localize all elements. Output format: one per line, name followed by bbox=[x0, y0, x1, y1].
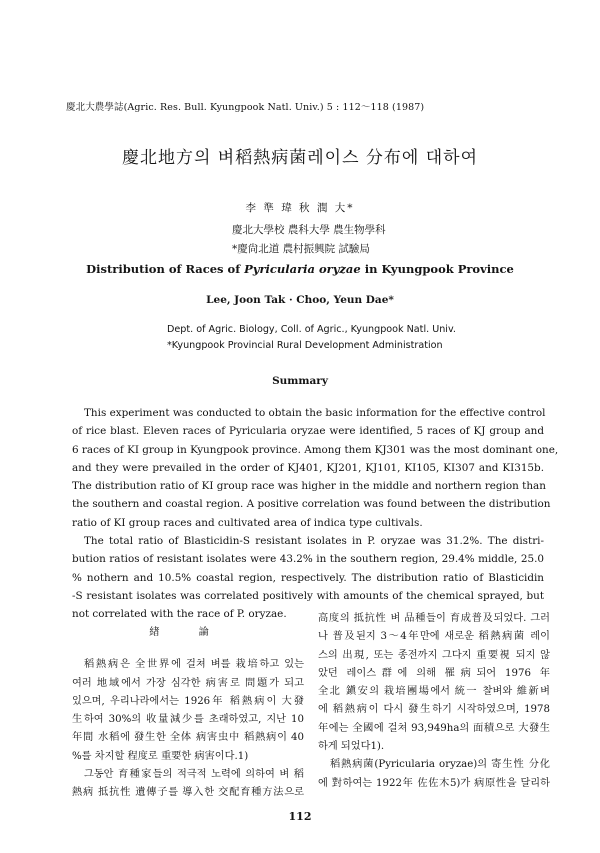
summary-line: -S resistant isolates was correlated positively with amounts of the chemical sprayed, but bbox=[72, 589, 544, 602]
journal-header: 慶北大農學誌(Agric. Res. Bull. Kyungpook Natl. Univ.) 5 : 112～118 (1987) bbox=[66, 102, 425, 113]
summary-line: The total ratio of Blasticidin-S resistant isolates in P. oryzae was 31.2%. The distri- bbox=[84, 535, 544, 548]
intro-line: 았던 레이스群에 의해 罹病되어 1976 年 bbox=[318, 667, 550, 679]
korean-authors: 李 準 瑋 秋 潤 大* bbox=[245, 202, 355, 214]
english-affiliation-1: Dept. of Agric. Biology, Coll. of Agric., Kyungpook Natl. Univ. bbox=[167, 324, 456, 335]
summary-line: of rice blast. Eleven races of Pyricularia oryzae were identified, 5 races of KJ group and bbox=[72, 425, 544, 438]
intro-heading: 緖 論 bbox=[149, 627, 227, 638]
english-title-post: in Kyungpook Province bbox=[360, 262, 514, 276]
english-affiliation-2: *Kyungpook Provincial Rural Development Administration bbox=[167, 340, 443, 351]
korean-affiliations bbox=[232, 221, 386, 259]
intro-right-column bbox=[318, 610, 550, 793]
korean-affiliation-1: 慶北大學校 農科大學 農生物學科 bbox=[232, 224, 386, 236]
summary-heading: Summary bbox=[272, 375, 328, 387]
korean-title: 慶北地方의 벼稻熱病菌레이스 分布에 대하여 bbox=[121, 148, 478, 168]
summary-line: This experiment was conducted to obtain the basic information for the effective control bbox=[84, 407, 546, 419]
english-title bbox=[0, 262, 600, 276]
intro-line: 熱病 抵抗性 遺傳子를 導入한 交配育種方法으로 bbox=[72, 787, 304, 799]
intro-line: 全北 鎭安의 栽培團場에서 統一 찰벼와 維新벼 bbox=[318, 686, 550, 698]
page-number: 112 bbox=[288, 810, 312, 823]
summary-line: the southern and coastal region. A positive correlation was found between the distribution bbox=[72, 498, 551, 511]
intro-line: 여러 地域에서 가장 심각한 病害로 問題가 되고 bbox=[72, 677, 304, 689]
intro-line: 하게 되었다1). bbox=[318, 741, 385, 753]
intro-line: 있으며, 우리나라에서는 1926年 稻熱病이 大發 bbox=[72, 695, 304, 707]
summary-line: 6 races of KI group in Kyungpook province. Among them KJ301 was the most dominant one, bbox=[72, 443, 559, 456]
english-authors: Lee, Joon Tak · Choo, Yeun Dae* bbox=[206, 294, 394, 306]
intro-line: 나 普及된지 3～4年만에 새로운 稻熱病菌 레이 bbox=[318, 631, 550, 643]
intro-line: 에 對하여는 1922年 佐佐木5)가 病原性을 달리하 bbox=[318, 777, 550, 789]
intro-line: 그동안 育種家들의 적극적 노력에 의하여 벼 稻 bbox=[84, 769, 304, 781]
intro-line: 에 稻熱病이 다시 發生하기 시작하였으며, 1978 bbox=[318, 704, 550, 716]
summary-line: The distribution ratio of KI group race was higher in the middle and northern region than bbox=[72, 480, 546, 493]
intro-line: 年에는 全國에 걸쳐 93,949ha의 面積으로 大發生 bbox=[318, 722, 550, 734]
korean-affiliation-2: *慶尙北道 農村振興院 試驗局 bbox=[232, 243, 370, 255]
summary-line: ratio of KI group races and cultivated area of indica type cultivals. bbox=[72, 516, 423, 529]
english-title-species: Pyricularia oryzae bbox=[244, 262, 361, 276]
intro-line: 稻熱病菌(Pyricularia oryzae)의 寄生性 分化 bbox=[330, 759, 550, 771]
intro-line: %를 차지할 程度로 重要한 病害이다.1) bbox=[72, 750, 249, 762]
intro-line: 스의 出現, 또는 종전까지 그다지 重要視 되지 않 bbox=[318, 649, 550, 661]
intro-left-column bbox=[72, 624, 304, 803]
summary-line: not correlated with the race of P. oryzae. bbox=[72, 608, 287, 621]
summary-body bbox=[72, 404, 559, 624]
english-title-pre: Distribution of Races of bbox=[86, 262, 245, 276]
intro-line: 年間 水稻에 發生한 全体 病害虫中 稻熱病이 40 bbox=[72, 732, 304, 744]
intro-line: 生하여 30%의 收量減少를 초래하였고, 지난 10 bbox=[72, 714, 304, 726]
intro-line: 高度의 抵抗性 벼 品種들이 育成普及되었다. 그러 bbox=[318, 613, 550, 624]
summary-line: bution ratios of resistant isolates were 43.2% in the southern region, 29.4% middle, 25.0 bbox=[72, 553, 544, 566]
summary-line: % nothern and 10.5% coastal region, respectively. The distribution ratio of Blasticidin bbox=[72, 571, 544, 584]
english-affiliations bbox=[167, 322, 456, 354]
intro-line: 稻熱病은 全世界에 걸쳐 벼를 栽培하고 있는 bbox=[84, 659, 304, 671]
summary-line: and they were prevailed in the order of KJ401, KJ201, KJ101, KI105, KI307 and KI315b. bbox=[72, 461, 544, 474]
